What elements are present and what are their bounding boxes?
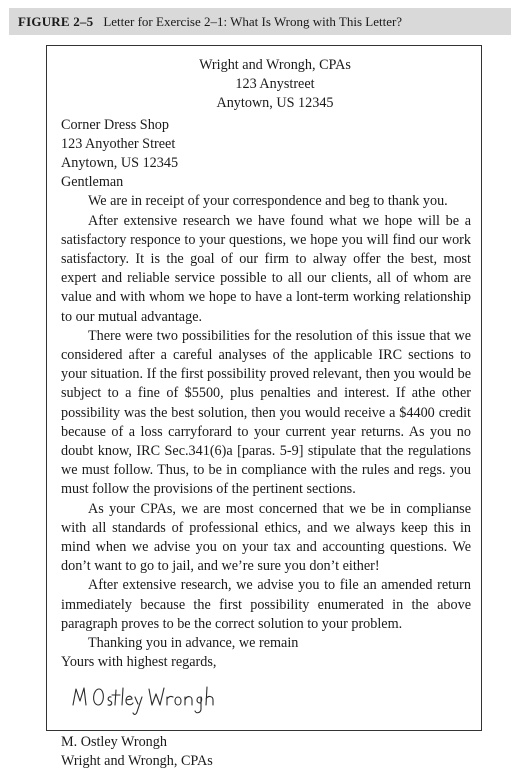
signer-block xyxy=(61,733,471,771)
letterhead-street: 123 Anystreet xyxy=(235,76,315,93)
handwritten-signature xyxy=(61,673,471,731)
paragraph: Thanking you in advance, we remain xyxy=(88,635,299,652)
figure-number: FIGURE 2–5 xyxy=(18,14,94,29)
paragraph: There were two possibilities for the resolution of this issue that we considered after a careful analyses of the applicable IRC sections to your situation. If the first possibility proved relevant, then you would be subject to a fine of $5500, plus penalties and interest. If athe other possibility was the best solution, then you would receive a $4400 credit because of a loss carryforard to your current year returns. As you no doubt know, IRC Sec.341(6)a [paras. 5-9] stipulate that the regulations we must follow. Thus, to be in compliance with the rules and regs. you must follow the provisions of the pertinent sections. xyxy=(61,327,471,498)
signer-name: M. Ostley Wrongh xyxy=(61,733,167,750)
recipient-name: Corner Dress Shop xyxy=(61,116,169,133)
paragraph: As your CPAs, we are most concerned that we be in complianse with all standards of professional ethics, and we always keep this in mind when we advise you on your tax and accounting questions. We don’t want to go to jail, and we’re sure you don’t either! xyxy=(61,500,471,575)
letterhead-firm: Wright and Wrongh, CPAs xyxy=(199,57,351,73)
letterhead-city: Anytown, US 12345 xyxy=(216,95,334,112)
figure-title: Letter for Exercise 2–1: What Is Wrong with This Letter? xyxy=(103,14,403,29)
paragraph: After extensive research we have found what we hope will be a satisfactory responce to your questions, we hope you will find our work satisfactory. It is the goal of our firm to alway offer the best, most expert and reliable service possible to all our clients, all of whom are value and with whom we hope to have a lont-term working relationship to our mutual advantage. xyxy=(61,212,471,325)
letterhead xyxy=(79,56,471,114)
recipient-city: Anytown, US 12345 xyxy=(61,155,179,172)
salutation: Gentleman xyxy=(61,174,124,191)
recipient-street: 123 Anyother Street xyxy=(61,135,176,152)
closing: Yours with highest regards, xyxy=(61,654,217,671)
signer-firm: Wright and Wrongh, CPAs xyxy=(61,752,213,769)
recipient-address xyxy=(61,116,471,174)
paragraph: We are in receipt of your correspondence and beg to thank you. xyxy=(88,193,448,210)
paragraph: After extensive research, we advise you to file an amended return immediately because the first possibility enumerated in the above paragraph proves to be the correct solution to your problem. xyxy=(61,577,471,632)
letter-body xyxy=(61,56,471,771)
signature-image xyxy=(71,679,221,719)
figure-caption xyxy=(9,8,511,35)
